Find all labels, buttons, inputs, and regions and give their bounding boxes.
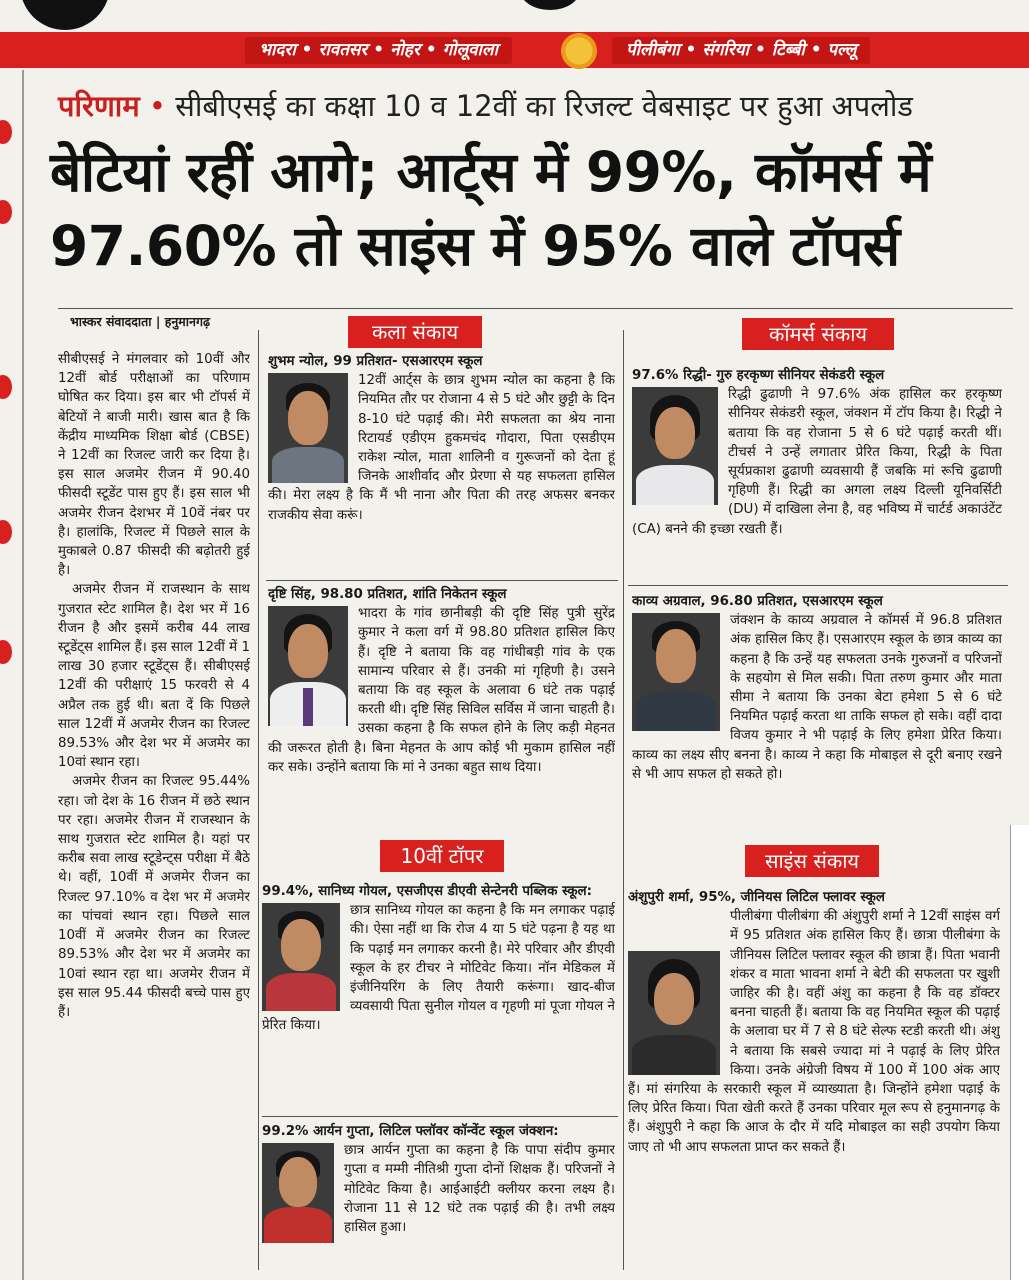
kicker: [58, 88, 913, 124]
photo-shubham: [268, 373, 348, 483]
divider: [58, 308, 1013, 309]
story-shubham: [268, 352, 615, 577]
photo-aryan: [262, 1143, 334, 1243]
kicker-tag: परिणाम: [58, 89, 140, 123]
story-riddhi: [632, 366, 1002, 586]
story-body: छात्र सानिध्य गोयल का कहना है कि मन लगाकर पढ़ाई की। ऐसा नहीं था कि रोज 4 या 5 घंटे पढ़ना है यह था कि पढ़ाई मन लगाकर करनी है। मेरे परिवार और डीएवी स्कूल के हर टीचर ने मोटिवेट किया। नॉन मेडिकल में इंजीनियरिंग के लिए तैयारी करूंगा। खाद-बीज व्यवसायी पिता सुनील गोयल व गृहणी मां पूजा गोयल ने प्रेरित किया।: [262, 903, 615, 1034]
divider: [266, 580, 618, 581]
section-science: साइंस संकाय: [745, 845, 879, 877]
margin-dot: [0, 120, 12, 144]
divider: [628, 585, 1008, 586]
story-lead: 99.4%, सानिध्य गोयल, एसजीएस डीएवी सेन्टेनरी पब्लिक स्कूल:: [262, 884, 592, 899]
headline-line1: बेटियां रहीं आगे; आर्ट्स में 99%, कॉमर्स में: [50, 140, 932, 204]
location-band: [0, 32, 1029, 68]
photo-anshupuri: [628, 951, 720, 1075]
photo-sanidhya: [262, 903, 340, 1011]
story-lead: 99.2% आर्यन गुप्ता, लिटिल फ्लॉवर कॉन्वेंट स्कूल जंक्शन:: [262, 1124, 559, 1139]
adjacent-page-edge: [1010, 825, 1029, 1280]
main-story-paragraph: अजमेर रीजन का रिजल्ट 95.44% रहा। जो देश के 16 रीजन में छठे स्थान पर रहा। अजमेर रीजन में राजस्थान के साथ गुजरात स्टेट शामिल है। यहां पर करीब सवा लाख स्टूडेन्ट्स परीक्षा में बैठे थे। वहीं, 10वीं में अजमेर रीजन का रिजल्ट 97.10% व देश भर में अजमेर का पांचवां स्थान रहा। पिछले साल 10वीं में अजमेर रीजन का रिजल्ट 89.53% और देश भर में अजमेर का 10वां स्थान रहा था। अजमेर रीजन में इस साल 95.44 फीसदी बच्चे पास हुए हैं।: [58, 774, 250, 1020]
story-lead: शुभम न्योल, 99 प्रतिशत- एसआरएम स्कूल: [268, 354, 483, 369]
story-body: जंक्शन के काव्य अग्रवाल ने कॉमर्स में 96.8 प्रतिशत अंक हासिल किए हैं। एसआरएम स्कूल के छात्र काव्य का कहना है कि उन्हें यह सफलता उनके गुरुजनों व परिजनों के सहयोग से मिल सकी। पिता तरुण कुमार और माता सीमा ने बताया कि उनका बेटा हमेशा 5 से 6 घंटे नियमित पढ़ाई करता था ताकि सफल हो सके। वहीं दादा विजय कुमार ने भी पढ़ाई के लिए हमेशा प्रेरित किया। काव्य का लक्ष्य सीए बनना है। काव्य ने कहा कि मोबाइल से दूरी बनाए रखने से भी आप सफल हो सकते हो।: [632, 613, 1002, 782]
decorative-shape: [20, 0, 110, 30]
main-story-paragraph: सीबीएसई ने मंगलवार को 10वीं और 12वीं बोर्ड परीक्षाओं का परिणाम घोषित कर दिया। इस बार भी टॉपर्स में बेटियों ने बाजी मारी। खास बात है कि केंद्रीय माध्यमिक शिक्षा बोर्ड (CBSE) ने 12वीं का रिजल्ट जारी कर दिया है। इस साल अजमेर रीजन में 90.40 फीसदी स्टूडेंट पास हुए हैं। इस साल भी अजमेर रीजन देशभर में 10वें नंबर पर है। हालांकि, रिजल्ट में पिछले साल के मुकाबले 0.87 फीसदी की बढ़ोतरी हुई है।: [58, 352, 250, 579]
margin-dot: [0, 200, 12, 224]
section-arts: कला संकाय: [348, 316, 482, 348]
margin-dot: [0, 375, 12, 399]
story-lead: अंशुपुरी शर्मा, 95%, जीनियस लिटिल फ्लावर स्कूल: [628, 890, 886, 905]
photo-drishti: [268, 606, 348, 726]
main-story: [58, 350, 250, 1270]
headline: [50, 135, 1015, 283]
margin-dot: [0, 520, 12, 544]
story-anshupuri: [628, 888, 1000, 1273]
byline: भास्कर संवाददाता | हनुमानगढ़: [70, 314, 211, 329]
photo-riddhi: [632, 387, 718, 505]
sun-logo-icon: [558, 30, 600, 72]
section-commerce: कॉमर्स संकाय: [742, 318, 894, 350]
story-lead: काव्य अग्रवाल, 96.80 प्रतिशत, एसआरएम स्कूल: [632, 594, 883, 609]
story-body: 12वीं आर्ट्स के छात्र शुभम न्योल का कहना है कि नियमित तौर पर रोजाना 4 से 5 घंटे और छुट्टी के दिन 8-10 घंटे पढ़ाई की। मेरी सफलता का श्रेय नाना रिटायर्ड एडीएम हुकमचंद गोदारा, पिता एसडीएम राकेश न्योल, माता शालिनी व गुरूजनों को देता हूं जिनके आशीर्वाद और प्रेरणा से यह सफलता हासिल की। मेरा लक्ष्य है कि मैं भी नाना और पिता की तरह अफसर बनकर राजकीय सेवा करूं।: [268, 373, 615, 523]
margin-rule: [22, 70, 24, 1280]
story-drishti: [268, 585, 615, 825]
section-tenth: 10वीं टॉपर: [380, 840, 504, 872]
main-story-paragraph: अजमेर रीजन में राजस्थान के साथ गुजरात स्टेट शामिल है। देश भर में 16 रीजन है और इसमें करीब 44 लाख स्टूडेंट्स शामिल हैं। इस साल 12वीं में 1 लाख 30 हजार स्टूडेंट्स हैं। सीबीएसई 12वीं की परीक्षाएं 15 फरवरी से 4 अप्रैल तक हुई थी। बता दें कि पिछले साल 12वीं में अजमेर रीजन का रिजल्ट 89.53% और देश भर में अजमेर का 10वां स्थान रहा।: [58, 582, 250, 771]
divider: [262, 1116, 618, 1117]
column-divider: [623, 330, 624, 1270]
margin-dot: [0, 640, 12, 664]
story-body: छात्र आर्यन गुप्ता का कहना है कि पापा संदीप कुमार गुप्ता व मम्मी नीतिश्री गुप्ता दोनों शिक्षक हैं। परिजनों ने मोटिवेट किया है। आईआईटी क्लीयर करना लक्ष्य है। रोजाना 11 से 12 घंटे तक पढ़ाई की है। तभी लक्ष्य हासिल हुआ।: [344, 1143, 615, 1236]
photo-kavya: [632, 613, 720, 731]
story-sanidhya: [262, 882, 615, 1110]
story-body: रिद्धी ढुढाणी ने 97.6% अंक हासिल कर हरकृष्ण सीनियर सेकंडरी स्कूल, जंक्शन में टॉप किया है। रिद्धी ने बताया कि वह रोजाना 5 से 6 घंटे पढ़ाई करती थीं। टीचर्स ने उन्हें लगातार प्रेरित किया, रिद्धी के पिता सूर्यप्रकाश ढुढाणी व्यवसायी हैं जबकि मां रूचि ढुढाणी गृहिणी हैं। रिद्धी का अगला लक्ष्य दिल्ली यूनिवर्सिटी (DU) में दाखिला लेना है, वह भविष्य में चार्टर्ड अकाउंटेंट (CA) बनने की इच्छा रखती हैं।: [632, 387, 1002, 537]
story-lead: 97.6% रिद्धी- गुरु हरकृष्ण सीनियर सेकंडरी स्कूल: [632, 368, 885, 383]
locations-right: पीलीबंगा • संगरिया • टिब्बी • पल्लू: [612, 37, 870, 64]
story-body: पीलीबंगा पीलीबंगा की अंशुपुरी शर्मा ने 12वीं साइंस वर्ग में 95 प्रतिशत अंक हासिल किए हैं। छात्रा पीलीबंगा के जीनियस लिटिल फ्लावर स्कूल की छात्रा हैं। पिता भवानी शंकर व माता भावना शर्मा ने बेटी की सफलता पर खुशी जाहिर की है। वहीं अंशु का कहना है कि वह डॉक्टर बनना चाहती हैं। बताया कि वह नियमित स्कूल की पढ़ाई के अलावा घर में 7 से 8 घंटे सेल्फ स्टडी करती थी। अंशु ने बताया कि सबसे ज्यादा मां ने पढ़ाई के लिए प्रेरित किया। उनके अंग्रेजी विषय में 100 में 100 अंक आए हैं। मां संगरिया के सरकारी स्कूल में व्याख्याता है। जिन्होंने हमेशा पढ़ाई के लिए प्रेरित किया। पिता खेती करते हैं उनका परिवार मूल रूप से हनुमानगढ़ के हैं। अंशुपुरी ने कहा कि आज के दौर में यदि मोबाइल का सही उपयोग किया जाए तो भी आप सफलता प्राप्त कर सकते हैं।: [628, 909, 1000, 1155]
story-aryan: [262, 1122, 615, 1272]
locations-left: भादरा • रावतसर • नोहर • गोलूवाला: [245, 37, 512, 64]
story-kavya: [632, 592, 1002, 827]
decorative-shape: [520, 0, 580, 10]
headline-line2: 97.60% तो साइंस में 95% वाले टॉपर्स: [50, 214, 900, 278]
kicker-text: सीबीएसई का कक्षा 10 व 12वीं का रिजल्ट वेबसाइट पर हुआ अपलोड: [175, 89, 913, 123]
story-body: भादरा के गांव छानीबड़ी की दृष्टि सिंह पुत्री सुरेंद्र कुमार ने कला वर्ग में 98.80 प्रतिशत हासिल किए हैं। दृष्टि ने बताया कि वह गांधीबड़ी गांव के एक सामान्य परिवार से हैं। उनकी मां गृहिणी है। उसने बताया कि वह स्कूल के अलावा 6 घंटे तक पढ़ाई करती थी। दृष्टि सिंह सिविल सर्विस में जाना चाहती है। उसका कहना है कि सफल होने के लिए कड़ी मेहनत की जरूरत होती है। बिना मेहनत के आप कोई भी मुकाम हासिल नहीं कर सके। उन्होंने बताया कि मां ने उनका बहुत साथ दिया।: [268, 606, 615, 775]
story-lead: दृष्टि सिंह, 98.80 प्रतिशत, शांति निकेतन स्कूल: [268, 587, 507, 602]
kicker-bullet: •: [148, 89, 166, 123]
page-top: [0, 0, 1029, 30]
column-divider: [258, 330, 259, 1270]
